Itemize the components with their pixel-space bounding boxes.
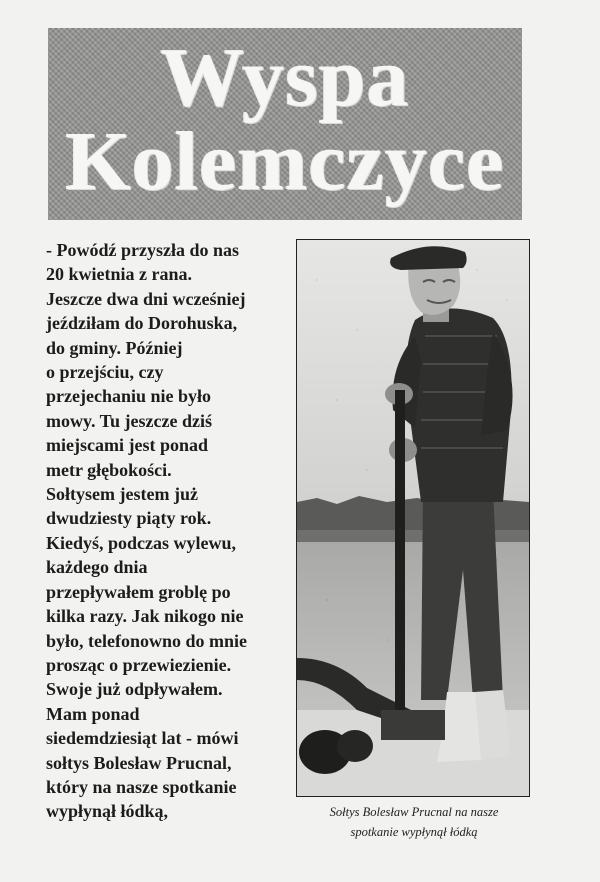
article-line: Mam ponad (46, 703, 140, 724)
article-line: 20 kwietnia z rana. (46, 264, 192, 285)
article-line: jeździłam do Dorohuska, (46, 313, 238, 334)
article-line: każdego dnia (46, 557, 148, 578)
headline-line-2: Kolemczyce (65, 115, 505, 208)
article-line: dwudziesty piąty rok. (46, 508, 212, 529)
article-line: wypłynął łódką, (46, 801, 169, 822)
article-line: Kiedyś, podczas wylewu, (46, 532, 237, 553)
article-line: przepływałem groblę po (46, 581, 231, 602)
article-line: metr głębokości. (46, 459, 172, 480)
article-line: kilka razy. Jak nikogo nie (46, 606, 244, 627)
article-line: Jeszcze dwa dni wcześniej (46, 288, 246, 309)
article-line: Sołtysem jestem już (46, 484, 198, 505)
article-line: który na nasze spotkanie (46, 776, 237, 797)
article-line: przejechaniu nie było (46, 386, 211, 407)
article-line: Swoje już odpływałem. (46, 679, 223, 700)
article-line: miejscami jest ponad (46, 435, 208, 456)
article-line: do gminy. Później (46, 337, 183, 358)
article-line: o przejściu, czy (46, 362, 164, 383)
caption-line-2: spotkanie wypłynął łódką (350, 825, 478, 839)
article-line: sołtys Bolesław Prucnal, (46, 752, 232, 773)
article-line: prosząc o przewiezienie. (46, 654, 232, 675)
article-line: było, telefonowno do mnie (46, 630, 248, 651)
article-text (46, 238, 294, 824)
article-line: mowy. Tu jeszcze dziś (46, 410, 212, 431)
article-line: siedemdziesiąt lat - mówi (46, 728, 239, 749)
headline-title (48, 31, 522, 208)
article-line: - Powódź przyszła do nas (46, 240, 239, 260)
article-photo (296, 239, 530, 797)
photo-man-with-shovel (297, 240, 529, 796)
photo-caption (298, 802, 530, 842)
caption-line-1: Sołtys Bolesław Prucnal na nasze (329, 805, 499, 819)
headline-line-1: Wyspa (160, 31, 410, 124)
headline-banner (48, 28, 522, 220)
